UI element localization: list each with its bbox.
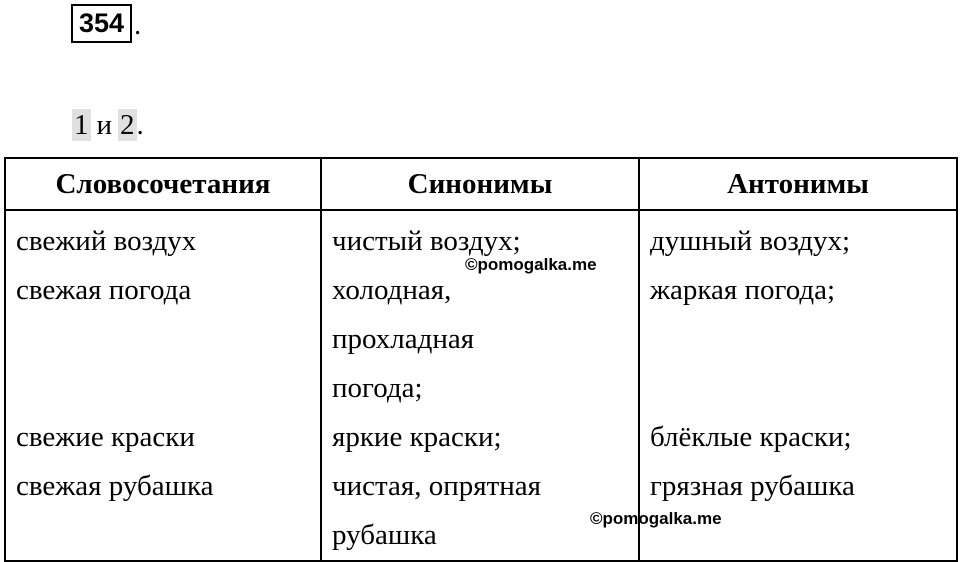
phrase-gap [16,315,320,364]
phrase-line: свежий воздух [16,225,197,257]
phrase-gap [16,364,320,413]
phrases-cell [5,210,321,561]
watermark: ©pomogalka.me [590,509,722,528]
antonym-line: грязная рубашка [650,470,855,502]
antonym-gap [650,315,956,364]
antonym-line: блёклые краски; [650,421,852,453]
phrase-line: свежая погода [16,274,192,306]
header-phrases: Словосочетания [5,158,321,210]
task-number-dot: . [134,10,142,41]
task-parts [72,108,144,142]
part-one: 1 [74,109,89,141]
phrase-line: свежие краски [16,421,195,453]
synonym-line: прохладная [332,323,475,355]
antonym-gap [650,364,956,413]
antonym-line: жаркая погода; [650,274,836,306]
header-antonyms: Антонимы [639,158,957,210]
synonym-line: чистая, опрятная [332,470,541,502]
word-table [4,157,958,562]
task-number-box: 354 [71,4,132,43]
phrase-line: свежая рубашка [16,470,214,502]
synonym-line: погода; [332,372,423,404]
antonym-line: душный воздух; [650,225,851,257]
synonym-line: рубашка [332,519,437,551]
watermark: ©pomogalka.me [465,255,597,274]
task-number [71,4,141,43]
header-synonyms: Синонимы [321,158,639,210]
synonym-line: чистый воздух; [332,225,521,257]
synonym-line: холодная, [332,274,452,306]
part-conjunction: и [96,109,113,141]
synonym-line: яркие краски; [332,421,502,453]
parts-dot: . [136,109,144,141]
part-two: 2 [120,109,135,141]
table-header-row [5,158,957,210]
